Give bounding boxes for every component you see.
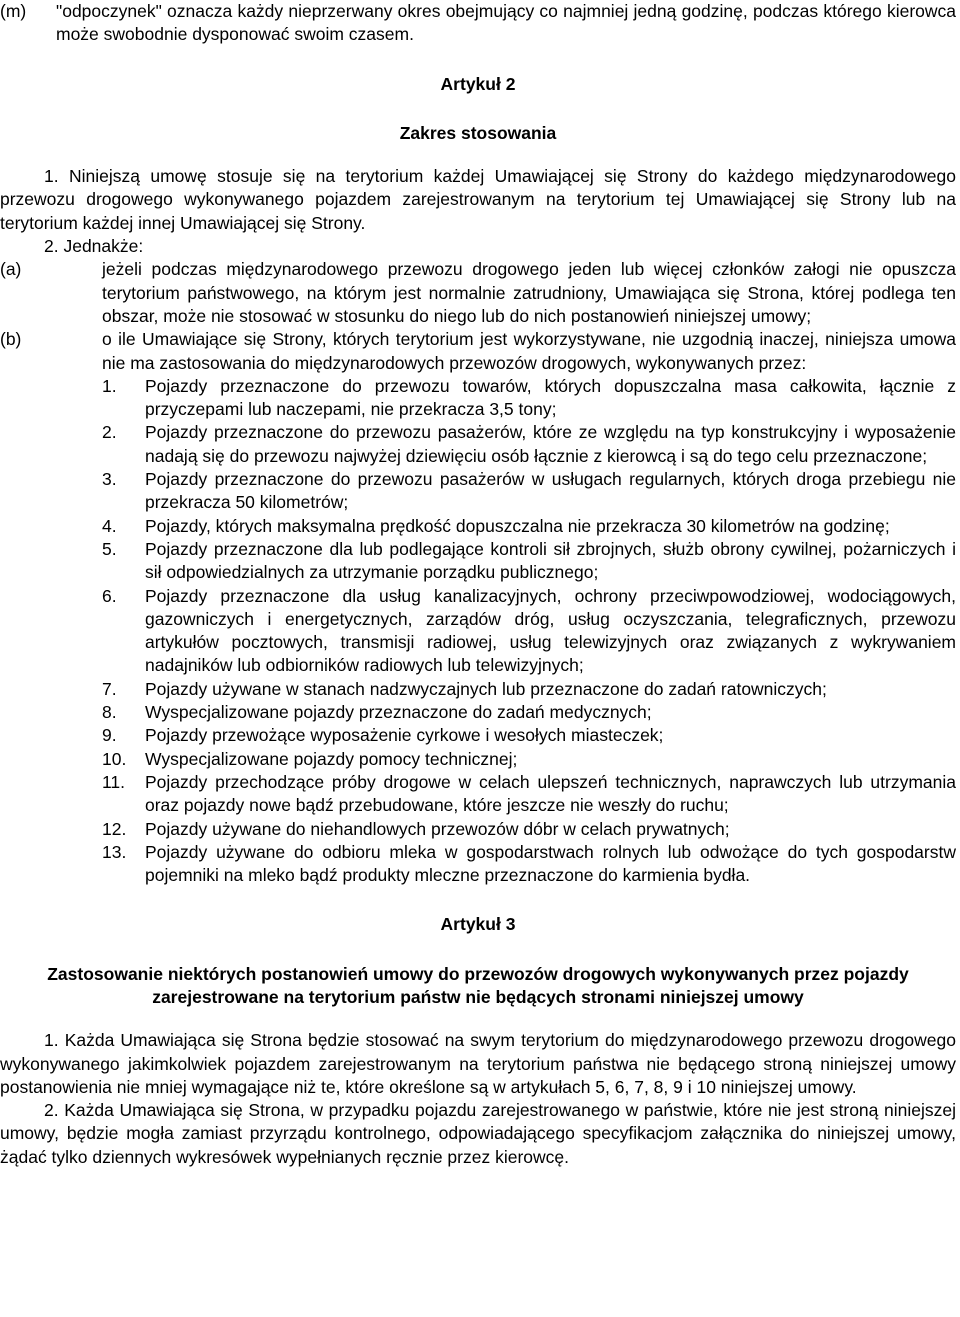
list-item-number: 9. <box>102 725 117 746</box>
list-item-text: Pojazdy przeznaczone do przewozu towarów, których dopuszczalna masa całkowita, łącznie z przyczepami lub naczepami, nie przekracza 3,5 tony; <box>145 375 956 420</box>
list-item-number: 6. <box>102 585 117 606</box>
list-item-number: 10. <box>102 748 127 769</box>
list-item <box>0 841 956 888</box>
list-item-text: Pojazdy przeznaczone dla usług kanalizacyjnych, ochrony przeciwpowodziowej, wodociągowych, gazowniczych i energetycznych, zarządów dróg, usług oczyszczania, telegraficznych, przewozu artykułów pocztowych, transmisji radiowej, usług telewizyjnych oraz związanych z wykrywaniem nadajników lub odbiorników radiowych lub telewizyjnych; <box>145 585 956 676</box>
list-item-text: Pojazdy przeznaczone do przewozu pasażerów w usługach regularnych, których droga przebiegu nie przekracza 50 kilometrów; <box>145 469 956 513</box>
list-item <box>0 724 956 747</box>
list-item-number: 12. <box>102 818 127 839</box>
list-item-text: Pojazdy używane do odbioru mleka w gospodarstwach rolnych lub odwożące do tych gospodarstw pojemniki na mleko bądź produkty mleczne przeznaczone do karmienia bydła. <box>145 841 956 886</box>
list-item <box>0 771 956 818</box>
article-3-heading: Artykuł 3 <box>440 914 516 935</box>
definition-item-m <box>0 0 956 47</box>
list-item <box>0 701 956 724</box>
list-item-number: 4. <box>102 515 117 536</box>
definition-text: "odpoczynek" oznacza każdy nieprzerwany okres obejmujący co najmniej jedną godzinę, podczas którego kierowca może swobodnie dysponować swoim czasem. <box>56 1 956 45</box>
list-item-text: Pojazdy, których maksymalna prędkość dopuszczalna nie przekracza 30 kilometrów na godzinę; <box>145 515 890 536</box>
list-item-text: Pojazdy przeznaczone dla lub podlegające kontroli sił zbrojnych, służb obrony cywilnej, pożarniczych i sił odpowiedzialnych za utrzymanie porządku publicznego; <box>145 538 956 583</box>
list-item-text: Pojazdy używane do niehandlowych przewozów dóbr w celach prywatnych; <box>145 818 730 839</box>
item-b-text: o ile Umawiające się Strony, których terytorium jest wykorzystywane, nie uzgodnią inaczej, niniejsza umowa nie ma zastosowania do międzynarodowych przewozów drogowych, wykonywanych przez: <box>102 329 956 373</box>
list-item-number: 3. <box>102 469 117 490</box>
article-3-paragraph-2: 2. Każda Umawiająca się Strona, w przypadku pojazdu zarejestrowanego w państwie, które nie jest stroną niniejszej umowy, będzie mogła zamiast przyrządu kontrolnego, odpowiadającego specyfikacjom załącznika do niniejszej umowy, żądać tylko dziennych wykresówek wypełnianych ręcznie przez kierowcę. <box>0 1100 956 1167</box>
item-a <box>0 258 956 328</box>
list-item <box>0 585 956 678</box>
vehicle-exemption-list <box>0 375 956 888</box>
item-a-text: jeżeli podczas międzynarodowego przewozu drogowego jeden lub więcej członków załogi nie opuszcza terytorium państwowego, na którym jest normalnie zatrudniony, Umawiająca się Strona, której podlega ten obszar, może nie stosować w stosunku do niego lub do nich postanowień niniejszej umowy; <box>102 259 956 326</box>
list-item-text: Pojazdy przewożące wyposażenie cyrkowe i wesołych miasteczek; <box>145 725 664 746</box>
list-item-text: Pojazdy przeznaczone do przewozu pasażerów, które ze względu na typ konstrukcyjny i wyposażenie nadają się do przewozu najwyżej dziewięciu osób łącznie z kierowcą i są do tego celu przeznaczone; <box>145 422 956 466</box>
list-item-number: 1. <box>102 375 117 396</box>
list-item-number: 8. <box>102 702 117 723</box>
article-3-subheading: Zastosowanie niektórych postanowień umowy do przewozów drogowych wykonywanych przez pojazdy zarejestrowane na terytorium państw nie będących stronami niniejszej umowy <box>47 963 909 1007</box>
list-item-number: 11. <box>102 771 126 792</box>
list-item-number: 13. <box>102 841 127 862</box>
list-item-number: 2. <box>102 422 117 443</box>
list-item <box>0 375 956 422</box>
list-item <box>0 818 956 841</box>
list-item <box>0 468 956 515</box>
article-2-subheading: Zakres stosowania <box>399 122 557 143</box>
list-item-number: 5. <box>102 538 117 559</box>
list-item-number: 7. <box>102 678 117 699</box>
article-2-paragraph-1: 1. Niniejszą umowę stosuje się na terytorium każdej Umawiającej się Strony do każdego międzynarodowego przewozu drogowego wykonywanego pojazdem zarejestrowanym na terytorium tej Umawiającej się Strony lub na terytorium każdej innej Umawiającej się Strony. <box>0 166 956 233</box>
article-2-heading: Artykuł 2 <box>440 73 516 94</box>
list-item-text: Pojazdy przechodzące próby drogowe w celach ulepszeń technicznych, naprawczych lub utrzymania oraz pojazdy nowe bądź przebudowane, które jeszcze nie weszły do ruchu; <box>145 771 956 816</box>
list-item-text: Pojazdy używane w stanach nadzwyczajnych lub przeznaczone do zadań ratowniczych; <box>145 678 827 699</box>
list-item <box>0 538 956 585</box>
definition-label: (m) <box>0 1 27 21</box>
list-item-text: Wyspecjalizowane pojazdy pomocy technicznej; <box>145 748 518 769</box>
item-b <box>0 328 956 375</box>
list-item <box>0 748 956 771</box>
list-item <box>0 515 956 538</box>
list-item <box>0 421 956 468</box>
article-2-paragraph-2-lead: 2. Jednakże: <box>44 236 144 257</box>
item-a-label: (a) <box>0 259 22 280</box>
list-item-text: Wyspecjalizowane pojazdy przeznaczone do zadań medycznych; <box>145 702 652 723</box>
article-3-paragraph-1: 1. Każda Umawiająca się Strona będzie stosować na swym terytorium do międzynarodowego przewozu drogowego wykonywanego jakimkolwiek pojazdem zarejestrowanym na terytorium państwa nie będącego stroną niniejszej umowy postanowienia nie mniej wymagające niż te, które określone są w artykułach 5, 6, 7, 8, 9 i 10 niniejszej umowy. <box>0 1030 956 1097</box>
item-b-label: (b) <box>0 329 22 350</box>
list-item <box>0 678 956 701</box>
